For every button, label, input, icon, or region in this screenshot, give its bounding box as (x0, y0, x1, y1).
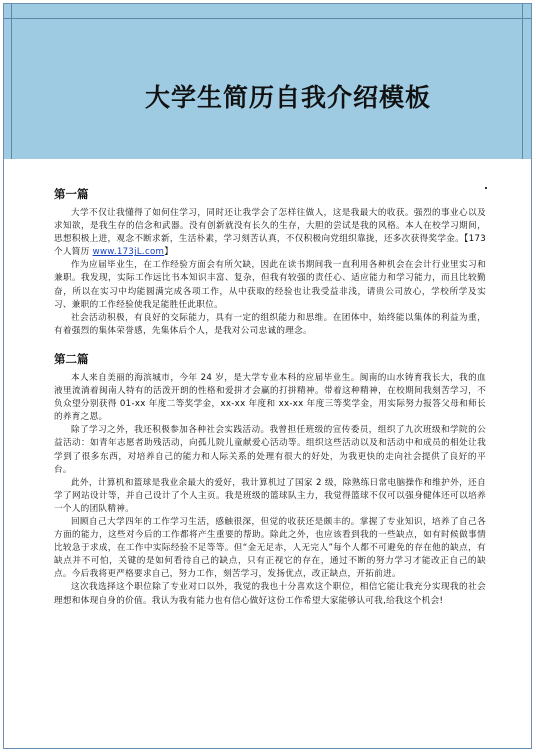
paragraph: 社会活动积极，有良好的交际能力，具有一定的组织能力和思维。在团体中，始终能以集体的利益为重，有着强烈的集体荣誉感，先集体后个人，是我对公司忠诚的理念。 (54, 312, 486, 336)
section-1 (54, 187, 486, 338)
paragraph: 除了学习之外，我还积极参加各种社会实践活动。我曾担任班级的宣传委员，组织了九次班级和学院的公益活动：如青年志愿者助残活动，向孤儿院儿童献爱心活动等。组织这些活动以及和活动中和成员的相处让我学到了很多东西，对培养自己的能力和人际关系的处理有很大的好处，为我更快的走向社会提供了良好的平台。 (54, 425, 486, 475)
paragraph: 本人来自美丽的海滨城市，今年 24 岁，是大学专业本科的应届毕业生。闽南的山水铸育我长大，我的血液里流淌着闽南人特有的活泼开朗的性格和爱拼才会赢的打拼精神。带着这种精神，在校期间我刻苦学习，不负众望分别获得 01-xx 年度二等奖学金，xx-xx 年度和 xx-xx 年度三等奖学金，用实际努力报答父母和师长的养育之恩。 (54, 372, 486, 423)
section-heading: 第一篇 (54, 187, 89, 201)
paragraph: 作为应届毕业生，在工作经验方面会有所欠缺，因此在读书期间我一直利用各种机会在会计行业里实习和兼职。我发现，实际工作远比书本知识丰富、复杂，但我有较强的责任心、适应能力和学习能力，而且比较勤奋，所以在实习中均能圆满完成各项工作，从中获取的经验也让我受益非浅，请贵公司放心，学校所学及实习、兼职的工作经验使我足能胜任此职位。 (54, 260, 486, 310)
page-title (0, 78, 536, 114)
bracket-close: 】 (164, 247, 174, 258)
page-title-text: 大学生简历自我介绍模板 (144, 83, 431, 112)
section-heading: 第二篇 (54, 351, 89, 366)
website-link[interactable]: www.173jL.com (92, 247, 165, 258)
paragraph: 回顾自己大学四年的工作学习生活，感触很深，但觉的收获还是颇丰的。掌握了专业知识，培养了自己各方面的能力，这些对今后的工作都将产生重要的帮助。除此之外，也应该看到我的一些缺点，如有时候做事情比较急于求成，在工作中实际经验不足等等。但“金无足赤，人无完人”每个人都不可避免的存在他的缺点，有缺点并不可怕，关键的是如何看待自己的缺点，只有正视它的存在，通过不断的努力学习才能改正自己的缺点。今后我将更严格要求自己，努力工作，刻苦学习，发扬优点，改正缺点，开拓前进。 (54, 516, 486, 580)
section-2 (54, 352, 486, 608)
margin-guide-top (4, 18, 531, 19)
paragraph: 这次我选择这个职位除了专业对口以外，我觉的我也十分喜欢这个职位，相信它能让我充分实现我的社会理想和体现自身的价值。我认为我有能力也有信心做好这份工作希望大家能够认可我,给我这个机会! (54, 582, 486, 606)
paragraph (54, 207, 486, 259)
paragraph-text: 大学不仅让我懂得了如何住学习，同时还让我学会了怎样往做人，这是我最大的收获。强烈的事业心以及求知欲，是我生存的信念和武器。没有创新就没有长久的生存，大胆的尝试是我的风格。本人在校学习期间，思想积极上进，观念不断求新，生活朴素，学习刻苦认真，不仅积极向党组织靠拢，还多次获得奖学金。【173 个人简历 (54, 208, 486, 258)
paragraph: 此外，计算机和篮球是我业余最大的爱好，我计算机过了国家 2 级，除熟练日常电脑操作和维护外，还自学了网站设计等，并自己设计了个人主页。我是班级的篮球队主力，我觉得篮球不仅可以强身健体还可以培养一个人的团队精神。 (54, 477, 486, 514)
document-body (54, 187, 486, 608)
